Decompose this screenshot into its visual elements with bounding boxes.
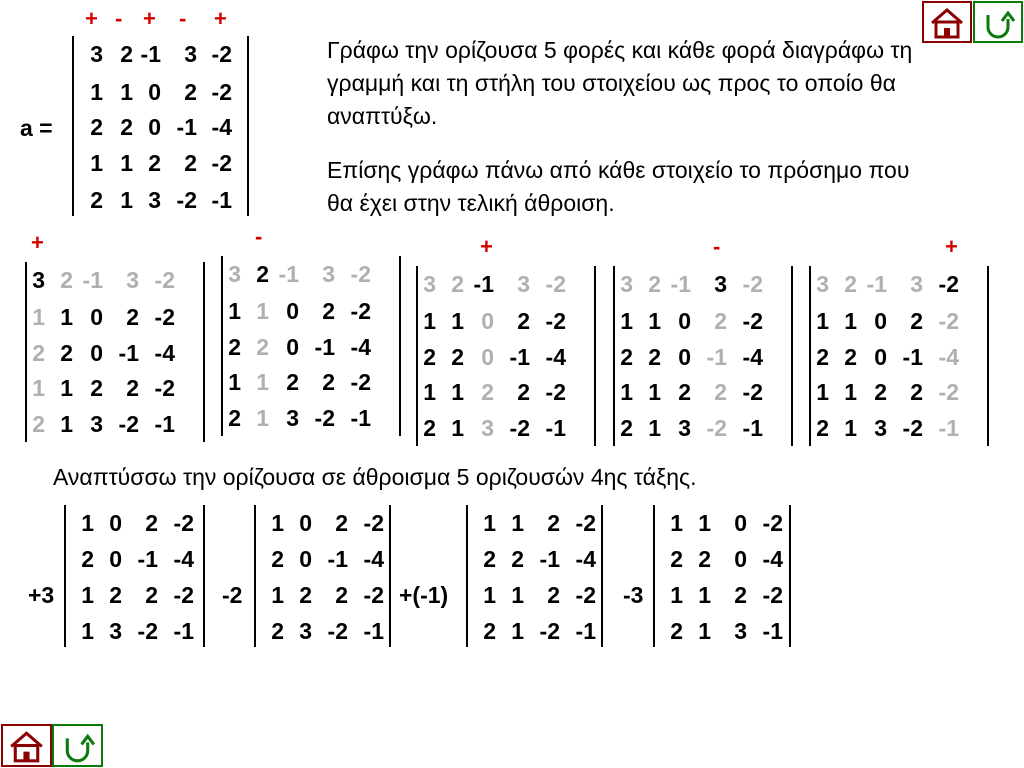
copy-cell: 2 xyxy=(60,267,73,293)
minor-cell: 1 xyxy=(698,618,711,644)
copy-cell: 1 xyxy=(844,308,857,334)
copy-cell: 3 xyxy=(228,261,241,287)
minor-cell: 0 xyxy=(734,510,747,536)
matrix-cell: 1 xyxy=(90,150,103,176)
minor-cell: 2 xyxy=(698,546,711,572)
copy-right-bar xyxy=(399,256,401,436)
copy-cell: -1 xyxy=(82,267,103,293)
copy-cell: 2 xyxy=(256,261,269,287)
minor-cell: 2 xyxy=(483,546,496,572)
copy-cell: 1 xyxy=(32,375,45,401)
matrix-cell: -1 xyxy=(140,41,161,67)
copy-cell: 1 xyxy=(60,304,73,330)
minor-coefficient: +(-1) xyxy=(399,582,449,608)
copy-cell: -1 xyxy=(866,271,887,297)
minor-cell: 2 xyxy=(271,546,284,572)
minor-cell: 2 xyxy=(547,582,560,608)
matrix-cell: -1 xyxy=(211,187,232,213)
minor-cell: -1 xyxy=(575,618,596,644)
copy-cell: -2 xyxy=(742,271,763,297)
minor-cell: 1 xyxy=(81,510,94,536)
matrix-label: a = xyxy=(20,115,53,141)
back-button[interactable] xyxy=(973,1,1023,43)
copy-cell: 3 xyxy=(90,411,103,437)
explanation-paragraph-2: Επίσης γράφω πάνω από κάθε στοιχείο το πρόσημο που θα έχει στην τελική άθροιση. xyxy=(327,157,910,216)
minor-cell: 1 xyxy=(81,582,94,608)
copy-cell: 3 xyxy=(481,415,494,441)
copy-cell: -2 xyxy=(350,298,371,324)
copy-cell: 2 xyxy=(648,344,661,370)
copy-cell: 1 xyxy=(423,308,436,334)
minor-cell: 1 xyxy=(511,618,524,644)
copy-cell: 2 xyxy=(126,375,139,401)
minor-cell: 1 xyxy=(698,510,711,536)
minor-cell: 2 xyxy=(335,510,348,536)
copy-cell: -1 xyxy=(314,334,335,360)
copy-cell: -1 xyxy=(545,415,566,441)
copy-cell: 2 xyxy=(517,308,530,334)
copy-right-bar xyxy=(791,266,793,446)
copy-cell: 1 xyxy=(451,379,464,405)
minor-right-bar xyxy=(789,505,791,647)
copy-cell: 2 xyxy=(126,304,139,330)
copy-cell: 1 xyxy=(451,415,464,441)
matrix-cell: 1 xyxy=(120,150,133,176)
matrix-cell: 1 xyxy=(120,187,133,213)
copy-cell: 0 xyxy=(286,334,299,360)
sign-marker: + xyxy=(143,6,156,31)
minor-cell: -2 xyxy=(575,582,596,608)
copy-cell: -2 xyxy=(902,415,923,441)
sign-marker: + xyxy=(85,6,98,31)
copy-cell: 1 xyxy=(228,298,241,324)
copy-cell: 2 xyxy=(816,344,829,370)
minor-cell: 2 xyxy=(109,582,122,608)
minor-cell: 2 xyxy=(145,582,158,608)
back-arrow-icon xyxy=(54,726,101,765)
copy-cell: -1 xyxy=(706,344,727,370)
copy-right-bar xyxy=(203,262,205,442)
copy-cell: 1 xyxy=(256,369,269,395)
copy-cell: 2 xyxy=(32,340,45,366)
minor-cell: 0 xyxy=(299,546,312,572)
copy-cell: 2 xyxy=(816,415,829,441)
minor-cell: -2 xyxy=(327,618,348,644)
copy-cell: 1 xyxy=(816,379,829,405)
home-button-bottom[interactable] xyxy=(1,724,52,767)
copy-cell: 2 xyxy=(714,379,727,405)
expansion-text: Αναπτύσσω την ορίζουσα σε άθροισμα 5 οριζουσών 4ης τάξης. xyxy=(53,464,697,490)
minor-cell: -1 xyxy=(327,546,348,572)
copy-cell: 2 xyxy=(648,271,661,297)
minor-cell: 2 xyxy=(81,546,94,572)
matrix-cell: 0 xyxy=(148,79,161,105)
copy-sign: + xyxy=(31,230,44,255)
minor-cell: 3 xyxy=(109,618,122,644)
copy-cell: -2 xyxy=(742,379,763,405)
minor-cell: 2 xyxy=(670,546,683,572)
copy-cell: 2 xyxy=(423,344,436,370)
copy-cell: 3 xyxy=(874,415,887,441)
minor-cell: 2 xyxy=(734,582,747,608)
copy-cell: 3 xyxy=(423,271,436,297)
minor-cell: 1 xyxy=(271,582,284,608)
sign-marker: + xyxy=(214,6,227,31)
minor-coefficient: -3 xyxy=(623,582,644,608)
minor-cell: 1 xyxy=(511,510,524,536)
copy-sign: + xyxy=(945,234,958,259)
minor-cell: -2 xyxy=(173,582,194,608)
minor-cell: -4 xyxy=(575,546,596,572)
copy-sign: + xyxy=(480,234,493,259)
copy-cell: 3 xyxy=(286,405,299,431)
copy-cell: 2 xyxy=(620,415,633,441)
copy-cell: -1 xyxy=(670,271,691,297)
minor-cell: -2 xyxy=(173,510,194,536)
copy-cell: 1 xyxy=(451,308,464,334)
copy-cell: -4 xyxy=(742,344,763,370)
copy-cell: -2 xyxy=(938,308,959,334)
minor-cell: 1 xyxy=(670,582,683,608)
copy-cell: 2 xyxy=(286,369,299,395)
matrix-cell: 2 xyxy=(184,150,197,176)
copy-cell: 2 xyxy=(678,379,691,405)
copy-sign: - xyxy=(255,224,263,249)
minor-cell: 1 xyxy=(483,510,496,536)
copy-cell: 0 xyxy=(481,344,494,370)
minor-cell: 0 xyxy=(109,510,122,536)
minor-cell: 0 xyxy=(299,510,312,536)
copy-cell: 0 xyxy=(286,298,299,324)
minor-cell: -2 xyxy=(575,510,596,536)
copy-right-bar xyxy=(594,266,596,446)
copy-cell: 3 xyxy=(517,271,530,297)
minor-cell: -1 xyxy=(137,546,158,572)
minor-cell: -4 xyxy=(762,546,783,572)
copy-cell: 3 xyxy=(678,415,691,441)
copy-cell: -2 xyxy=(938,379,959,405)
copy-cell: 2 xyxy=(256,334,269,360)
minor-cell: -1 xyxy=(173,618,194,644)
minor-cell: -1 xyxy=(762,618,783,644)
copy-cell: 1 xyxy=(228,369,241,395)
copy-cell: -2 xyxy=(706,415,727,441)
copy-cell: 0 xyxy=(874,308,887,334)
minor-cell: 0 xyxy=(109,546,122,572)
copy-cell: 2 xyxy=(322,298,335,324)
copy-cell: -1 xyxy=(938,415,959,441)
copy-cell: 1 xyxy=(620,379,633,405)
minor-cell: 2 xyxy=(145,510,158,536)
back-arrow-icon xyxy=(975,3,1021,41)
copy-cell: 1 xyxy=(844,415,857,441)
minor-cell: -2 xyxy=(363,510,384,536)
copy-cell: -4 xyxy=(350,334,371,360)
copy-cell: 0 xyxy=(90,304,103,330)
copy-cell: 2 xyxy=(32,411,45,437)
copy-cell: 0 xyxy=(90,340,103,366)
minor-cell: 2 xyxy=(335,582,348,608)
minor-cell: -4 xyxy=(363,546,384,572)
copy-cell: -1 xyxy=(350,405,371,431)
matrix-cell: 2 xyxy=(148,150,161,176)
matrix-cell: 2 xyxy=(90,114,103,140)
minor-cell: 1 xyxy=(511,582,524,608)
matrix-cell: 3 xyxy=(184,41,197,67)
copy-cell: -1 xyxy=(118,340,139,366)
minor-cell: 2 xyxy=(483,618,496,644)
copy-cell: 2 xyxy=(423,415,436,441)
copy-cell: 0 xyxy=(678,344,691,370)
copy-cell: 1 xyxy=(423,379,436,405)
back-button-bottom[interactable] xyxy=(52,724,103,767)
copy-cell: -1 xyxy=(742,415,763,441)
minor-cell: 2 xyxy=(511,546,524,572)
copy-cell: 2 xyxy=(60,340,73,366)
matrix-cell: -1 xyxy=(176,114,197,140)
copy-cell: -1 xyxy=(473,271,494,297)
matrix-cell: 2 xyxy=(90,187,103,213)
minor-cell: -2 xyxy=(762,510,783,536)
copy-cell: -2 xyxy=(742,308,763,334)
minor-cell: -2 xyxy=(762,582,783,608)
copy-cell: 1 xyxy=(844,379,857,405)
copy-cell: 1 xyxy=(32,304,45,330)
copy-cell: 2 xyxy=(874,379,887,405)
copy-cell: -2 xyxy=(509,415,530,441)
minor-cell: -4 xyxy=(173,546,194,572)
minor-cell: 2 xyxy=(299,582,312,608)
copy-cell: 3 xyxy=(910,271,923,297)
minor-right-bar xyxy=(203,505,205,647)
copy-cell: 3 xyxy=(322,261,335,287)
copy-cell: -1 xyxy=(902,344,923,370)
minor-cell: -2 xyxy=(137,618,158,644)
copy-cell: 1 xyxy=(648,379,661,405)
copy-cell: 2 xyxy=(714,308,727,334)
copy-cell: 1 xyxy=(816,308,829,334)
minor-cell: 3 xyxy=(734,618,747,644)
copy-cell: 3 xyxy=(620,271,633,297)
matrix-cell: 3 xyxy=(90,41,103,67)
copy-cell: 1 xyxy=(256,298,269,324)
copy-cell: 0 xyxy=(678,308,691,334)
copy-cell: 0 xyxy=(481,308,494,334)
copy-cell: 2 xyxy=(844,344,857,370)
minor-cell: 2 xyxy=(271,618,284,644)
copy-cell: -2 xyxy=(350,261,371,287)
copy-cell: -4 xyxy=(545,344,566,370)
matrix-cell: 1 xyxy=(120,79,133,105)
copy-cell: 2 xyxy=(844,271,857,297)
matrix-cell: -4 xyxy=(211,114,232,140)
matrix-cell: -2 xyxy=(211,79,232,105)
minor-cell: 1 xyxy=(81,618,94,644)
copy-right-bar xyxy=(987,266,989,446)
explanation-paragraph-1: Γράφω την ορίζουσα 5 φορές και κάθε φορά διαγράφω τη γραμμή και τη στήλη του στοιχείου ως προς το οποίο θα αναπτύξω. xyxy=(327,37,913,129)
copy-cell: 2 xyxy=(322,369,335,395)
sign-marker: - xyxy=(179,6,187,31)
minor-coefficient: -2 xyxy=(222,582,243,608)
copy-cell: -1 xyxy=(278,261,299,287)
copy-cell: 0 xyxy=(874,344,887,370)
copy-cell: 2 xyxy=(228,334,241,360)
copy-cell: 2 xyxy=(481,379,494,405)
matrix-cell: 2 xyxy=(120,114,133,140)
copy-cell: -2 xyxy=(154,267,175,293)
copy-cell: 2 xyxy=(517,379,530,405)
copy-cell: -2 xyxy=(118,411,139,437)
copy-cell: -1 xyxy=(154,411,175,437)
copy-cell: 2 xyxy=(228,405,241,431)
copy-cell: -2 xyxy=(938,271,959,297)
copy-cell: -2 xyxy=(154,304,175,330)
copy-cell: 2 xyxy=(451,344,464,370)
copy-sign: - xyxy=(713,234,721,259)
copy-cell: -2 xyxy=(545,379,566,405)
minor-cell: 1 xyxy=(698,582,711,608)
matrix-cell: 3 xyxy=(148,187,161,213)
minor-cell: 0 xyxy=(734,546,747,572)
matrix-cell: 2 xyxy=(120,41,133,67)
matrix-cell: 1 xyxy=(90,79,103,105)
minor-cell: 2 xyxy=(547,510,560,536)
home-icon xyxy=(3,726,50,765)
matrix-cell: -2 xyxy=(211,150,232,176)
copy-cell: -2 xyxy=(154,375,175,401)
copy-cell: 1 xyxy=(648,415,661,441)
copy-cell: 1 xyxy=(60,375,73,401)
matrix-cell: 0 xyxy=(148,114,161,140)
copy-cell: -2 xyxy=(545,308,566,334)
copy-cell: 2 xyxy=(620,344,633,370)
copy-cell: -4 xyxy=(938,344,959,370)
copy-cell: -2 xyxy=(350,369,371,395)
minor-cell: -1 xyxy=(539,546,560,572)
copy-cell: 3 xyxy=(816,271,829,297)
minor-coefficient: +3 xyxy=(28,582,55,608)
minor-cell: 3 xyxy=(299,618,312,644)
copy-cell: 2 xyxy=(910,379,923,405)
minor-cell: -2 xyxy=(363,582,384,608)
sign-marker: - xyxy=(115,6,123,31)
minor-cell: 1 xyxy=(670,510,683,536)
matrix-cell: -2 xyxy=(176,187,197,213)
copy-cell: 2 xyxy=(910,308,923,334)
minor-cell: 2 xyxy=(670,618,683,644)
copy-cell: 1 xyxy=(60,411,73,437)
minor-cell: 1 xyxy=(271,510,284,536)
minor-cell: -1 xyxy=(363,618,384,644)
copy-cell: 2 xyxy=(451,271,464,297)
minor-cell: -2 xyxy=(539,618,560,644)
copy-cell: 3 xyxy=(32,267,45,293)
right-bar xyxy=(247,36,249,216)
copy-cell: 2 xyxy=(90,375,103,401)
matrix-cell: 2 xyxy=(184,79,197,105)
copy-cell: -2 xyxy=(314,405,335,431)
matrix-cell: -2 xyxy=(211,41,232,67)
copy-cell: 1 xyxy=(648,308,661,334)
copy-cell: 1 xyxy=(620,308,633,334)
copy-cell: -2 xyxy=(545,271,566,297)
copy-cell: 3 xyxy=(714,271,727,297)
copy-cell: -1 xyxy=(509,344,530,370)
minor-right-bar xyxy=(601,505,603,647)
copy-cell: -4 xyxy=(154,340,175,366)
minor-cell: 1 xyxy=(483,582,496,608)
minor-right-bar xyxy=(389,505,391,647)
copy-cell: 3 xyxy=(126,267,139,293)
copy-cell: 1 xyxy=(256,405,269,431)
